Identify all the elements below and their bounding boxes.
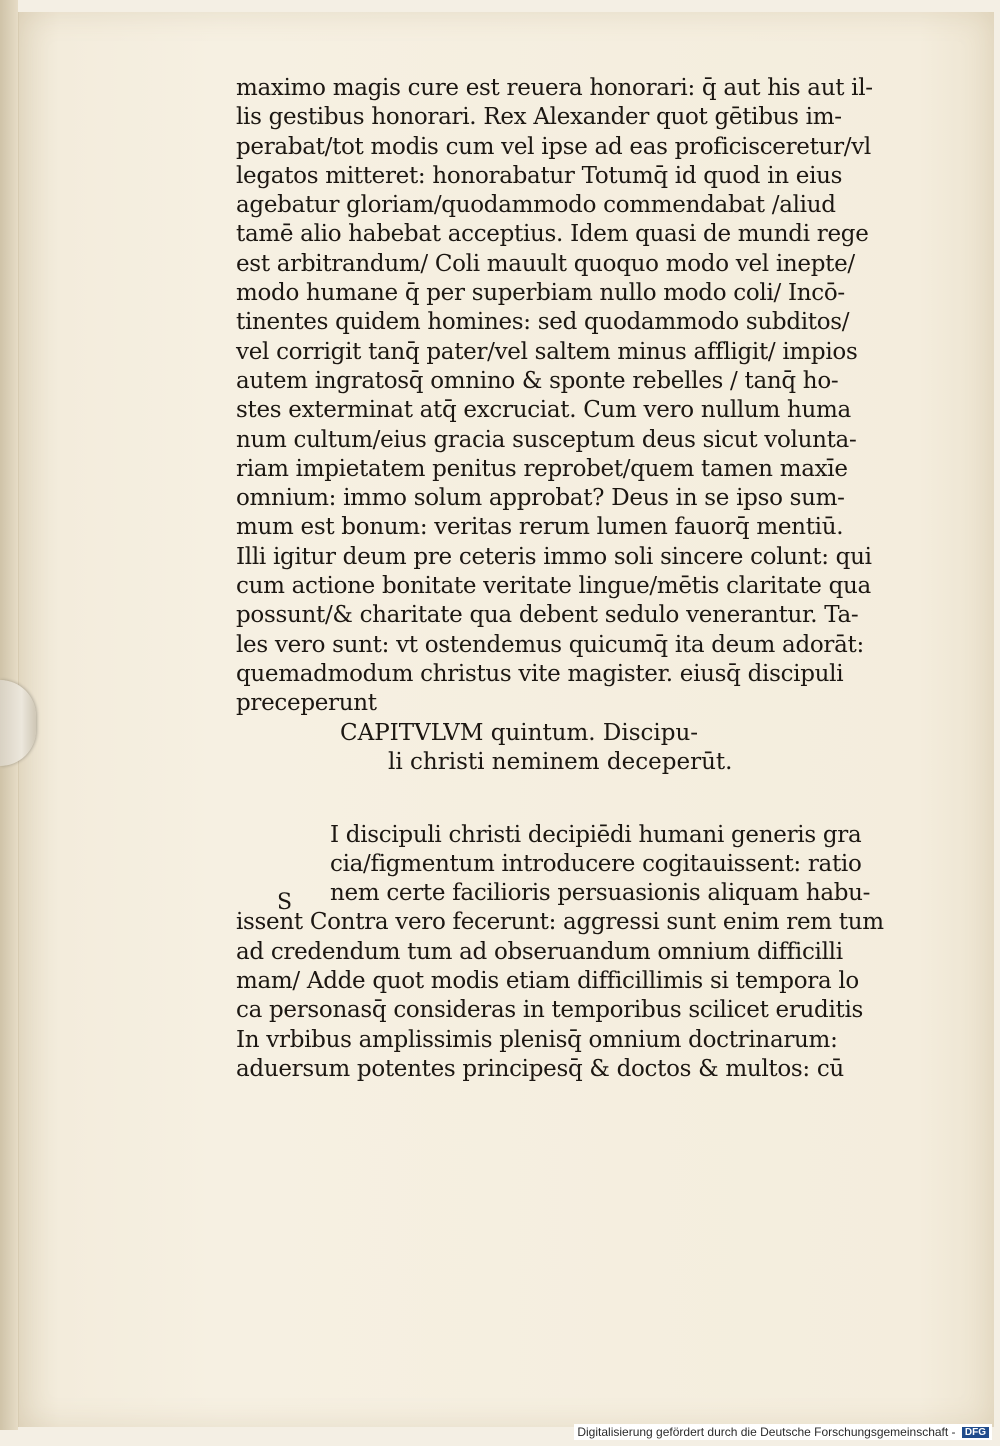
text-block-before-heading	[236, 74, 906, 719]
text-line: mum est bonum: veritas rerum lumen fauorq̄ mentiū.	[236, 514, 844, 541]
text-line: ad credendum tum ad obseruandum omnium difficilli	[236, 938, 843, 965]
text-line: maximo magis cure est reuera honorari: q̄ aut his aut il-	[236, 75, 873, 101]
text-line: riam impietatem penitus reprobet/quem tamen maxīe	[236, 455, 848, 482]
text-block-after-heading	[236, 908, 906, 1084]
text-line: cia/figmentum introducere cogitauissent: ratio	[330, 850, 862, 877]
text-line: vel corrigit tanq̄ pater/vel saltem minus affligit/ impios	[236, 338, 858, 365]
text-line: quemadmodum christus vite magister. eiusq̄ discipuli	[236, 660, 844, 687]
text-line: nem certe facilioris persuasionis aliquam habu-	[330, 880, 871, 907]
text-line: cum actione bonitate veritate lingue/mētis claritate qua	[236, 573, 871, 600]
chapter-heading-line-1: CAPITVLVM quintum. Discipu-	[340, 719, 699, 746]
text-line: tamē alio habebat acceptius. Idem quasi de mundi rege	[236, 221, 869, 248]
text-line: perabat/tot modis cum vel ipse ad eas proficisceretur/vl	[236, 133, 871, 160]
text-line: mam/ Adde quot modis etiam difficillimis si tempora lo	[236, 968, 859, 995]
text-line: les vero sunt: vt ostendemus quicumq̄ ita deum adorāt:	[236, 631, 864, 658]
text-line: autem ingratosq̄ omnino & sponte rebelles / tanq̄ ho-	[236, 367, 839, 394]
text-line: tinentes quidem homines: sed quodammodo subditos/	[236, 309, 850, 336]
text-block-indented	[236, 821, 906, 909]
text-line: I discipuli christi decipiēdi humani generis gra	[330, 821, 862, 848]
digitization-footer	[574, 1424, 992, 1440]
heading-gap	[236, 777, 906, 821]
text-line: modo humane q̄ per superbiam nullo modo coli/ Incō-	[236, 280, 845, 307]
text-line: num cultum/eius gracia susceptum deus sicut volunta-	[236, 426, 857, 453]
text-line: In vrbibus amplissimis plenisq̄ omnium doctrinarum:	[236, 1026, 838, 1053]
text-line: stes exterminat atq̄ excruciat. Cum vero nullum huma	[236, 397, 851, 424]
text-line: Illi igitur deum pre ceteris immo soli sincere colunt: qui	[236, 543, 872, 570]
text-line: aduersum potentes principesq̄ & doctos & multos: cū	[236, 1055, 844, 1082]
text-line: preceperunt	[236, 690, 377, 717]
text-line: issent Contra vero fecerunt: aggressi sunt enim rem tum	[236, 909, 884, 936]
page-text	[236, 74, 906, 1084]
text-line: est arbitrandum/ Coli mauult quoquo modo vel inepte/	[236, 250, 855, 277]
text-line: legatos mitteret: honorabatur Totumq̄ id quod in eius	[236, 162, 843, 189]
text-line: omnium: immo solum approbat? Deus in se ipso sum-	[236, 485, 845, 512]
text-line: ca personasq̄ consideras in temporibus scilicet eruditis	[236, 997, 864, 1024]
footer-text: Digitalisierung gefördert durch die Deutsche Forschungsgemeinschaft -	[577, 1425, 956, 1439]
text-line: agebatur gloriam/quodammodo commendabat /aliud	[236, 192, 836, 219]
dfg-logo: DFG	[962, 1427, 989, 1438]
chapter-heading-line-2: li christi neminem deceperūt.	[388, 748, 733, 775]
text-line: possunt/& charitate qua debent sedulo venerantur. Ta-	[236, 602, 859, 629]
initial-guide-letter: S	[277, 890, 293, 915]
text-line: lis gestibus honorari. Rex Alexander quot gētibus im-	[236, 104, 842, 131]
